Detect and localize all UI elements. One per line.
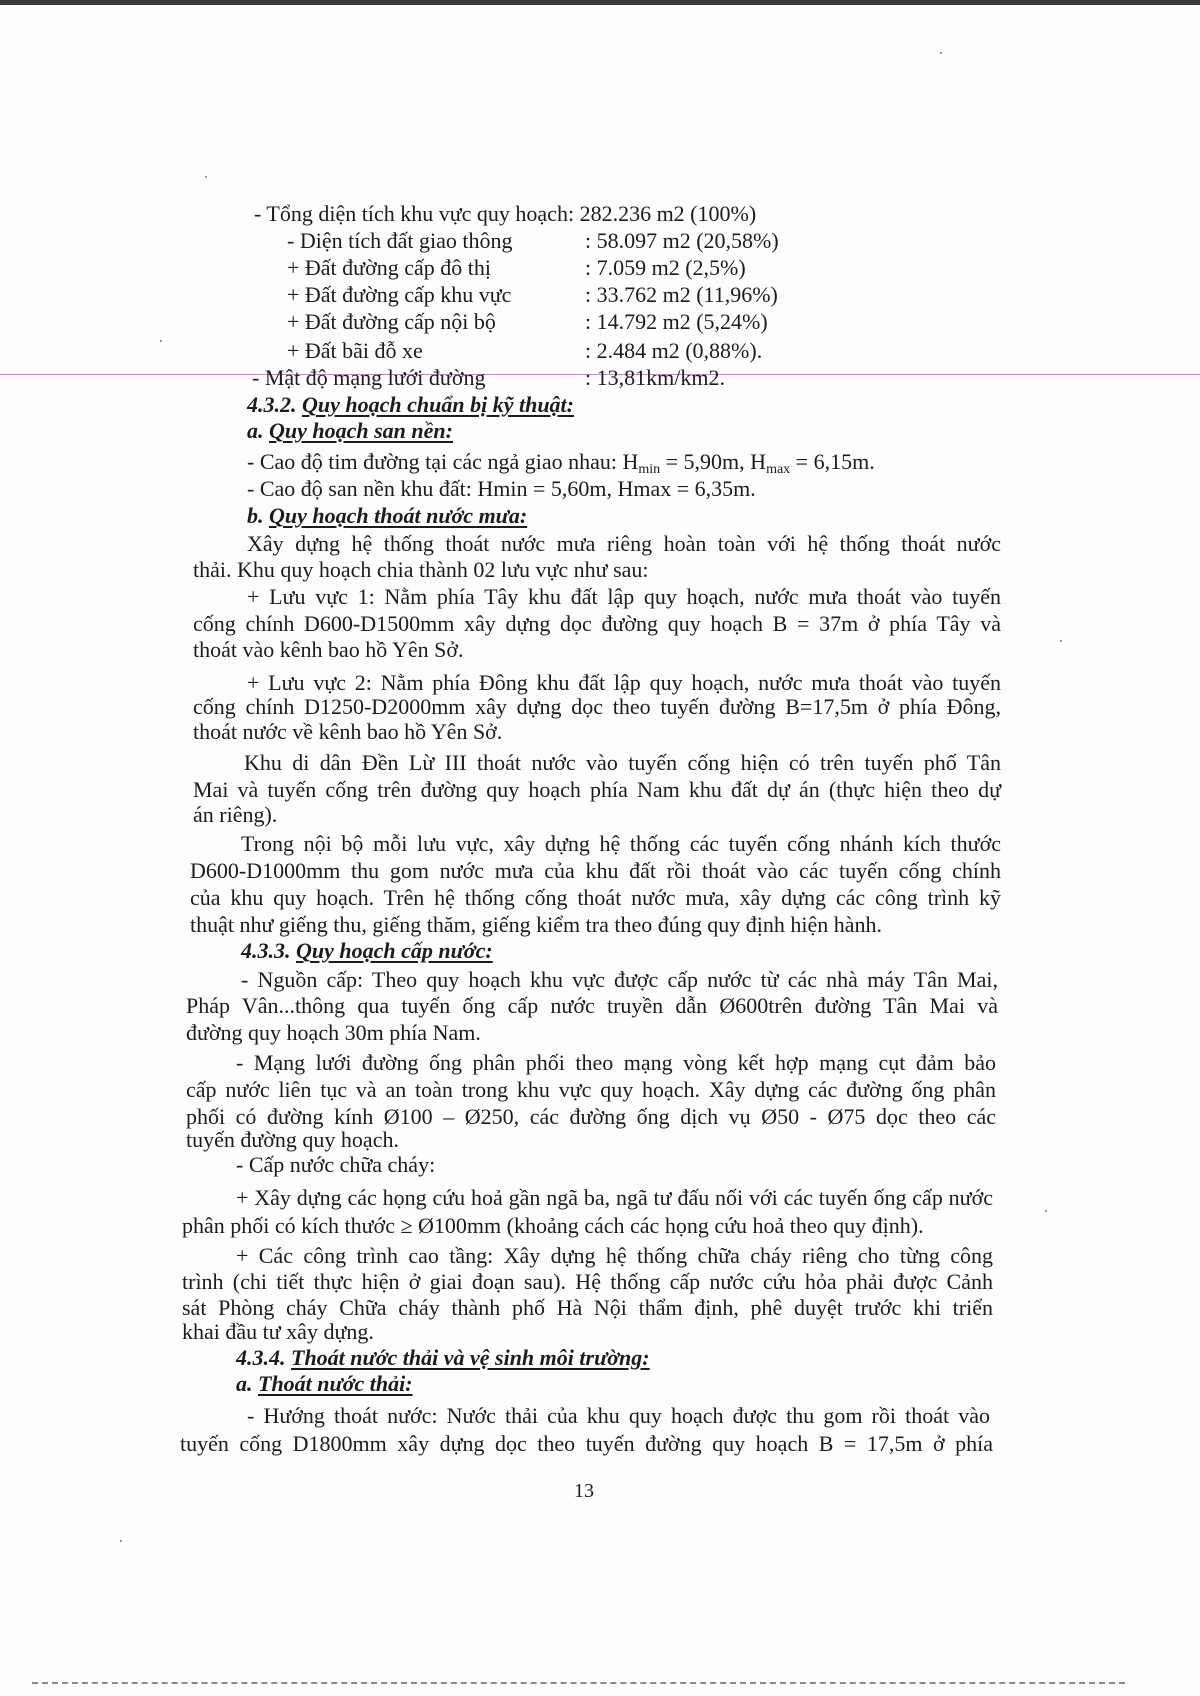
site-elevation-line: - Cao độ san nền khu đất: Hmin = 5,60m, Hmax = 6,35m. (247, 476, 756, 501)
paragraph-line: - Nguồn cấp: Theo quy hoạch khu vực được cấp nước từ các nhà máy Tân Mai, (241, 967, 998, 992)
subscript-max: max (766, 462, 791, 477)
paragraph-line: D600-D1000mm thu gom nước mưa của khu đất rồi thoát vào các tuyến cống chính (190, 858, 1001, 883)
paragraph-line: Mai và tuyến cống trên đường quy hoạch phía Nam khu đất dự án (thực hiện theo dự (193, 777, 1001, 802)
scan-speck (205, 176, 207, 178)
section-heading-4-3-4 (236, 1344, 650, 1371)
land-use-total: - Tổng diện tích khu vực quy hoạch: 282.236 m2 (100%) (254, 201, 757, 226)
subsection-letter: a. (247, 418, 264, 443)
subsection-title: Quy hoạch san nền: (269, 418, 453, 443)
paragraph-line: trình (chi tiết thực hiện ở giai đoạn sau). Hệ thống cấp nước cứu hỏa phải được Cảnh (182, 1269, 993, 1294)
scan-bottom-rule (32, 1682, 1125, 1684)
paragraph-line: khai đầu tư xây dựng. (182, 1319, 374, 1344)
paragraph-line: đường quy hoạch 30m phía Nam. (186, 1020, 481, 1045)
land-use-row-label: + Đất đường cấp đô thị (287, 255, 491, 280)
subsection-heading-grading (247, 417, 453, 444)
paragraph-line: + Lưu vực 2: Nằm phía Đông khu đất lập quy hoạch, nước mưa thoát vào tuyến (247, 670, 1001, 695)
paragraph-line: Pháp Vân...thông qua tuyến ống cấp nước truyền dẫn Ø600trên đường Tân Mai và (186, 993, 998, 1018)
paragraph-line: - Hướng thoát nước: Nước thải của khu quy hoạch được thu gom rồi thoát vào (247, 1403, 990, 1428)
section-title: Quy hoạch cấp nước: (296, 938, 493, 963)
subsection-letter: b. (247, 503, 264, 528)
paragraph-line: án riêng). (193, 802, 278, 827)
land-use-row-value: : 7.059 m2 (2,5%) (585, 255, 746, 280)
land-use-row-label: + Đất đường cấp nội bộ (287, 309, 496, 334)
paragraph-line: + Các công trình cao tầng: Xây dựng hệ thống chữa cháy riêng cho từng công (236, 1243, 993, 1268)
land-use-row-value: : 58.097 m2 (20,58%) (585, 228, 779, 253)
section-heading-4-3-2 (247, 391, 574, 418)
road-elevation-text: - Cao độ tim đường tại các ngả giao nhau: H (247, 449, 639, 474)
paragraph-line: phân phối có kích thước ≥ Ø100mm (khoảng cách các họng cứu hoả theo quy định). (182, 1213, 924, 1238)
paragraph-line: thuật như giếng thu, giếng thăm, giếng kiểm tra theo đúng quy định hiện hành. (190, 912, 882, 937)
road-elevation-line (247, 448, 875, 475)
paragraph-line: + Xây dựng các họng cứu hoả gần ngã ba, ngã tư đấu nối với các tuyến ống cấp nước (236, 1185, 993, 1210)
paragraph-line: sát Phòng cháy Chữa cháy thành phố Hà Nội thẩm định, phê duyệt trước khi triển (182, 1295, 993, 1320)
paragraph-line: tuyến đường quy hoạch. (186, 1127, 399, 1152)
subsection-letter: a. (236, 1371, 253, 1396)
subsection-heading-wastewater (236, 1370, 413, 1397)
land-use-row-label: + Đất đường cấp khu vực (287, 282, 512, 307)
land-use-row-value: : 14.792 m2 (5,24%) (585, 309, 768, 334)
road-elevation-text: = 6,15m. (790, 449, 875, 474)
land-use-row-label: - Diện tích đất giao thông (287, 228, 513, 253)
fire-water-heading: - Cấp nước chữa cháy: (236, 1152, 436, 1177)
paragraph-line: thoát nước về kênh bao hồ Yên Sở. (193, 719, 503, 744)
land-use-row-label: + Đất bãi đỗ xe (287, 338, 423, 363)
paragraph-line: Khu di dân Đền Lừ III thoát nước vào tuyến cống hiện có trên tuyến phố Tân (244, 750, 1001, 775)
land-use-row-value: : 33.762 m2 (11,96%) (585, 282, 778, 307)
paragraph-line: cống chính D600-D1500mm xây dựng dọc đường quy hoạch B = 37m ở phía Tây và (193, 611, 1001, 636)
road-density-label: - Mật độ mạng lưới đường (252, 365, 486, 390)
subsection-heading-stormwater (247, 502, 527, 529)
paragraph-line: Trong nội bộ mỗi lưu vực, xây dựng hệ thống các tuyến cống nhánh kích thước (241, 831, 1001, 856)
page-number: 13 (574, 1480, 594, 1502)
paragraph-line: thải. Khu quy hoạch chia thành 02 lưu vực như sau: (193, 557, 649, 582)
scan-speck (1045, 1210, 1047, 1212)
paragraph-line: phối có đường kính Ø100 – Ø250, các đường ống dịch vụ Ø50 - Ø75 dọc theo các (186, 1104, 996, 1129)
subscript-min: min (638, 462, 661, 477)
section-number: 4.3.4. (236, 1345, 286, 1370)
section-heading-4-3-3 (241, 937, 493, 964)
paragraph-line: thoát vào kênh bao hồ Yên Sở. (193, 637, 464, 662)
paragraph-line: tuyến cống D1800mm xây dựng dọc theo tuyến đường quy hoạch B = 17,5m ở phía (180, 1431, 993, 1456)
section-title: Quy hoạch chuẩn bị kỹ thuật: (302, 392, 574, 417)
road-elevation-text: = 5,90m, H (660, 449, 767, 474)
subsection-title: Thoát nước thải: (258, 1371, 413, 1396)
scan-speck (940, 52, 942, 54)
land-use-row-value: : 2.484 m2 (0,88%). (585, 338, 763, 363)
scan-top-border (0, 0, 1200, 5)
paragraph-line: cấp nước liên tục và an toàn trong khu vực quy hoạch. Xây dựng các đường ống phân (186, 1077, 996, 1102)
road-density-value: : 13,81km/km2. (585, 365, 725, 390)
paragraph-line: cống chính D1250-D2000mm xây dựng dọc theo tuyến đường B=17,5m ở phía Đông, (193, 694, 1001, 719)
paragraph-line: Xây dựng hệ thống thoát nước mưa riêng hoàn toàn với hệ thống thoát nước (247, 531, 1001, 556)
section-number: 4.3.3. (241, 938, 291, 963)
paragraph-line: - Mạng lưới đường ống phân phối theo mạng vòng kết hợp mạng cụt đảm bảo (236, 1050, 996, 1075)
scan-speck (120, 1540, 122, 1542)
paragraph-line: + Lưu vực 1: Nằm phía Tây khu đất lập quy hoạch, nước mưa thoát vào tuyến (247, 584, 1001, 609)
section-number: 4.3.2. (247, 392, 297, 417)
subsection-title: Quy hoạch thoát nước mưa: (269, 503, 528, 528)
section-title: Thoát nước thải và vệ sinh môi trường: (291, 1345, 650, 1370)
scan-speck (1060, 640, 1062, 642)
scan-speck (160, 340, 162, 342)
paragraph-line: của khu quy hoạch. Trên hệ thống cống thoát nước mưa, xây dựng các công trình kỹ (190, 885, 1001, 910)
